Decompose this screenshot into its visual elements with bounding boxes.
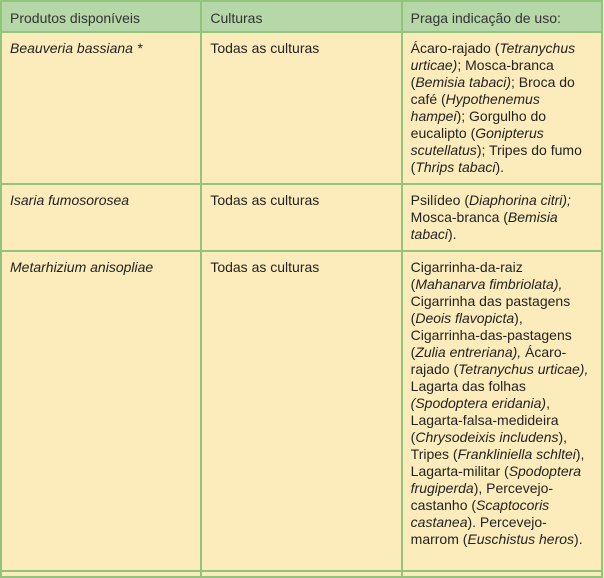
scientific-name: Bemisia tabaci bbox=[410, 209, 558, 242]
common-name-text: ); Gorgulho do eucalipto ( bbox=[410, 108, 547, 141]
empty-cell bbox=[201, 571, 401, 577]
common-name-text: Ácaro-rajado ( bbox=[410, 344, 567, 377]
common-name-text: , Lagarta-falsa-medideira ( bbox=[410, 395, 559, 445]
product-cell: Isaria fumosorosea bbox=[1, 184, 201, 251]
scientific-name: Chrysodeixis includens bbox=[415, 429, 559, 445]
table-header-row bbox=[1, 1, 602, 32]
scientific-name: Mahanarva fimbriolata), bbox=[415, 276, 563, 292]
empty-cell bbox=[402, 571, 602, 577]
scientific-name: Deois flavopicta bbox=[415, 310, 515, 326]
empty-cell bbox=[1, 571, 201, 577]
scientific-name: Diaphorina citri); bbox=[469, 192, 571, 208]
common-name-text: ), Lagarta-militar ( bbox=[410, 446, 585, 479]
scientific-name: Bemisia tabaci) bbox=[415, 74, 512, 90]
common-name-text: Cigarrinha-da-raiz ( bbox=[410, 259, 523, 292]
product-cell: Beauveria bassiana * bbox=[1, 32, 201, 184]
common-name-text: Psilídeo ( bbox=[410, 192, 470, 208]
table-row bbox=[1, 32, 602, 184]
scientific-name: Gonipterus scutellatus bbox=[410, 125, 544, 158]
scientific-name: Frankliniella schltei bbox=[457, 446, 576, 462]
scientific-name: Tetranychus urticae) bbox=[410, 40, 576, 73]
common-name-text: ), Cigarrinha-das-pastagens ( bbox=[410, 310, 572, 360]
scientific-name: Euschistus heros bbox=[467, 531, 575, 547]
pests-cell bbox=[402, 184, 602, 251]
crops-cell: Todas as culturas bbox=[201, 32, 401, 184]
scientific-name: (Spodoptera eridania) bbox=[410, 395, 547, 411]
header-crops: Culturas bbox=[201, 1, 401, 32]
common-name-text: ). bbox=[495, 159, 505, 175]
common-name-text: ). bbox=[448, 226, 457, 242]
scientific-name: Thrips tabaci bbox=[415, 159, 496, 175]
scientific-name: Scaptocoris castanea bbox=[410, 497, 550, 530]
common-name-text: Lagarta das folhas bbox=[410, 378, 526, 394]
table-row bbox=[1, 184, 602, 251]
pests-cell bbox=[402, 32, 602, 184]
common-name-text: ; Broca do café ( bbox=[410, 74, 575, 107]
common-name-text: Cigarrinha das pastagens ( bbox=[410, 293, 571, 326]
header-products: Produtos disponíveis bbox=[1, 1, 201, 32]
common-name-text: Mosca-branca ( bbox=[410, 209, 508, 225]
table-row bbox=[1, 251, 602, 571]
common-name-text: ), Percevejo-castanho ( bbox=[410, 480, 554, 513]
scientific-name: Zulia entreriana), bbox=[415, 344, 522, 360]
common-name-text: Ácaro-rajado ( bbox=[410, 40, 500, 56]
common-name-text: ; Mosca-branca ( bbox=[410, 57, 554, 90]
common-name-text: ), Tripes ( bbox=[410, 429, 568, 462]
crops-cell: Todas as culturas bbox=[201, 184, 401, 251]
common-name-text: ); Tripes do fumo ( bbox=[410, 142, 582, 175]
product-cell: Metarhizium anisopliae bbox=[1, 251, 201, 571]
scientific-name: Hypothenemus hampei bbox=[410, 91, 540, 124]
common-name-text: ). bbox=[574, 531, 583, 547]
header-pests: Praga indicação de uso: bbox=[402, 1, 602, 32]
common-name-text: ). Percevejo-marrom ( bbox=[410, 514, 547, 547]
scientific-name: Tetranychus urticae), bbox=[458, 361, 589, 377]
table-row-partial bbox=[1, 571, 602, 577]
crops-cell: Todas as culturas bbox=[201, 251, 401, 571]
pests-cell bbox=[402, 251, 602, 571]
scientific-name: Spodoptera frugiperda bbox=[410, 463, 582, 496]
